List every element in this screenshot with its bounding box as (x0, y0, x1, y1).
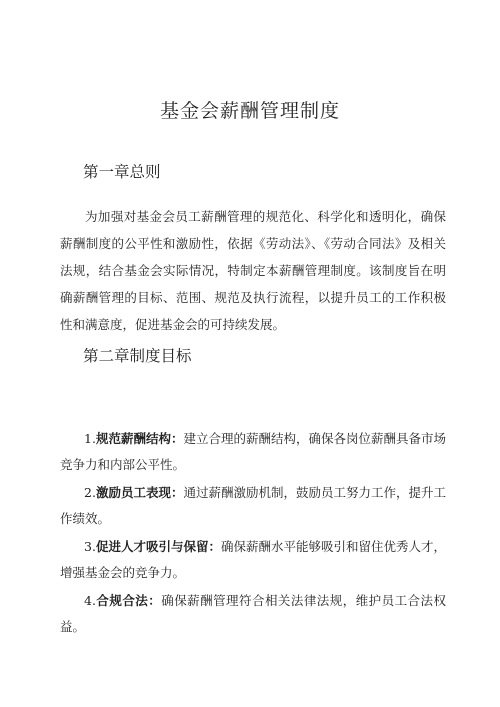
list-item (60, 426, 446, 478)
list-item-label: 激励员工表现： (95, 485, 184, 500)
chapter-1-heading: 第一章总则 (83, 163, 161, 181)
list-item-text: 建立合理的薪酬结构，确保各岗位薪酬具备市场竞争力和内部公平性。 (60, 431, 446, 472)
list-item (60, 534, 446, 586)
document-title: 基金会薪酬管理制度 (159, 100, 340, 122)
list-item-label: 规范薪酬结构： (95, 431, 184, 446)
list-item-text: 确保薪酬水平能够吸引和留住优秀人才，增强基金会的竞争力。 (60, 539, 446, 580)
chapter-1-paragraph: 为加强对基金会员工薪酬管理的规范化、科学化和透明化，确保薪酬制度的公平性和激励性，依据《劳动法》、《劳动合同法》及相关法规，结合基金会实际情况，特制定本薪酬管理制度。该制度旨在明确薪酬管理的目标、范围、规范及执行流程，以提升员工的工作积极性和满意度，促进基金会的可持续发展。 (60, 209, 446, 332)
list-item-label: 促进人才吸引与保留： (95, 539, 221, 554)
list-item-text: 通过薪酬激励机制，鼓励员工努力工作，提升工作绩效。 (60, 485, 446, 526)
list-item-number: 1. (84, 431, 96, 446)
list-item-label: 合规合法： (95, 593, 162, 608)
list-item (60, 480, 446, 532)
list-item-number: 2. (84, 485, 96, 500)
objectives-list (60, 426, 446, 642)
list-item-text: 确保薪酬管理符合相关法律法规，维护员工合法权益。 (60, 593, 446, 634)
list-item-number: 4. (84, 593, 96, 608)
list-item (60, 588, 446, 640)
chapter-2-heading: 第二章制度目标 (83, 347, 192, 365)
list-item-number: 3. (84, 539, 96, 554)
